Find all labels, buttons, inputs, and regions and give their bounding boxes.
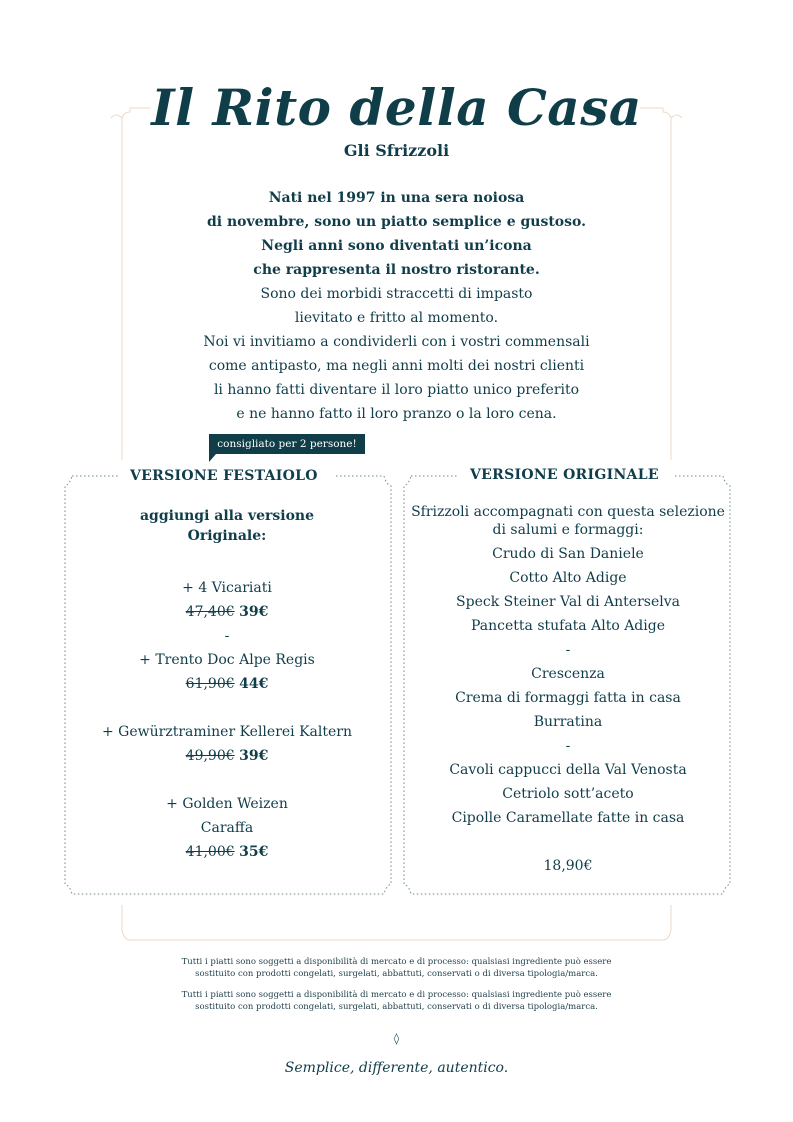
- festaiolo-lead: Originale:: [187, 528, 267, 544]
- festaiolo-item-name: + Gewürztraminer Kellerei Kaltern: [102, 724, 352, 740]
- disclaimer: [0, 956, 793, 980]
- originale-lead: di salumi e formaggi:: [492, 522, 644, 538]
- new-price: 35€: [239, 844, 269, 860]
- formaggi-item: Burratina: [533, 714, 603, 730]
- festaiolo-item-price: [66, 600, 388, 624]
- intro-line: come antipasto, ma negli anni molti dei nostri clienti: [208, 358, 585, 374]
- disclaimer: [0, 989, 793, 1013]
- old-price: 61,90€: [185, 676, 235, 692]
- festaiolo-item-price: [66, 672, 388, 696]
- intro-line: e ne hanno fatto il loro pranzo o la loro cena.: [236, 406, 557, 422]
- originale-price: 18,90€: [543, 858, 593, 874]
- festaiolo-item-name: + Trento Doc Alpe Regis: [139, 652, 315, 668]
- disclaimer-line: Tutti i piatti sono soggetti a disponibilità di mercato e di processo: qualsiasi ingrediente può essere: [181, 990, 612, 1000]
- festaiolo-heading: VERSIONE FESTAIOLO: [122, 468, 326, 484]
- intro-line: Negli anni sono diventati un’icona: [261, 238, 532, 254]
- originale-heading: VERSIONE ORIGINALE: [462, 467, 667, 483]
- verdure-item: Cavoli cappucci della Val Venosta: [449, 762, 687, 778]
- intro-line: Nati nel 1997 in una sera noiosa: [268, 190, 525, 206]
- diamond-ornament: ◊: [393, 1032, 400, 1045]
- intro-line: che rappresenta il nostro ristorante.: [253, 262, 540, 278]
- formaggi-item: Crema di formaggi fatta in casa: [455, 690, 681, 706]
- festaiolo-list: [66, 504, 388, 864]
- festaiolo-item-price: [66, 744, 388, 768]
- separator: -: [565, 642, 571, 658]
- verdure-item: Cipolle Caramellate fatte in casa: [451, 810, 685, 826]
- new-price: 39€: [239, 604, 269, 620]
- page-subtitle: Gli Sfrizzoli: [343, 141, 450, 160]
- salumi-item: Speck Steiner Val di Anterselva: [456, 594, 680, 610]
- festaiolo-item-name: + Golden Weizen: [166, 796, 288, 812]
- disclaimer-line: sostituito con prodotti congelati, surgelati, abbattuti, conservati o di diversa tipologia/marca.: [195, 969, 598, 979]
- page-title: Il Rito della Casa: [151, 78, 642, 137]
- salumi-item: Cotto Alto Adige: [509, 570, 627, 586]
- festaiolo-lead: aggiungi alla versione: [139, 508, 314, 524]
- intro-line: lievitato e fritto al momento.: [294, 310, 499, 326]
- separator: -: [565, 738, 571, 754]
- intro-text: [0, 186, 793, 426]
- slogan: Semplice, differente, autentico.: [284, 1060, 509, 1076]
- festaiolo-item-price: [66, 840, 388, 864]
- disclaimer-line: sostituito con prodotti congelati, surgelati, abbattuti, conservati o di diversa tipologia/marca.: [195, 1002, 598, 1012]
- verdure-item: Cetriolo sott’aceto: [502, 786, 634, 802]
- disclaimer-line: Tutti i piatti sono soggetti a disponibilità di mercato e di processo: qualsiasi ingrediente può essere: [181, 957, 612, 967]
- new-price: 44€: [239, 676, 269, 692]
- originale-list: [405, 500, 731, 878]
- salumi-item: Crudo di San Daniele: [492, 546, 644, 562]
- new-price: 39€: [239, 748, 269, 764]
- badge-tail: [209, 454, 223, 462]
- old-price: 49,90€: [185, 748, 235, 764]
- separator: -: [224, 628, 230, 644]
- festaiolo-item-name: Caraffa: [200, 820, 254, 836]
- intro-line: di novembre, sono un piatto semplice e gustoso.: [207, 214, 586, 230]
- old-price: 47,40€: [185, 604, 235, 620]
- intro-line: li hanno fatti diventare il loro piatto unico preferito: [213, 382, 580, 398]
- originale-lead: Sfrizzoli accompagnati con questa selezione: [411, 504, 725, 520]
- intro-line: Noi vi invitiamo a condividerli con i vostri commensali: [203, 334, 590, 350]
- old-price: 41,00€: [185, 844, 235, 860]
- intro-line: Sono dei morbidi straccetti di impasto: [260, 286, 533, 302]
- recommendation-badge: consigliato per 2 persone!: [209, 434, 365, 454]
- formaggi-item: Crescenza: [531, 666, 605, 682]
- salumi-item: Pancetta stufata Alto Adige: [471, 618, 665, 634]
- festaiolo-item-name: + 4 Vicariati: [182, 580, 272, 596]
